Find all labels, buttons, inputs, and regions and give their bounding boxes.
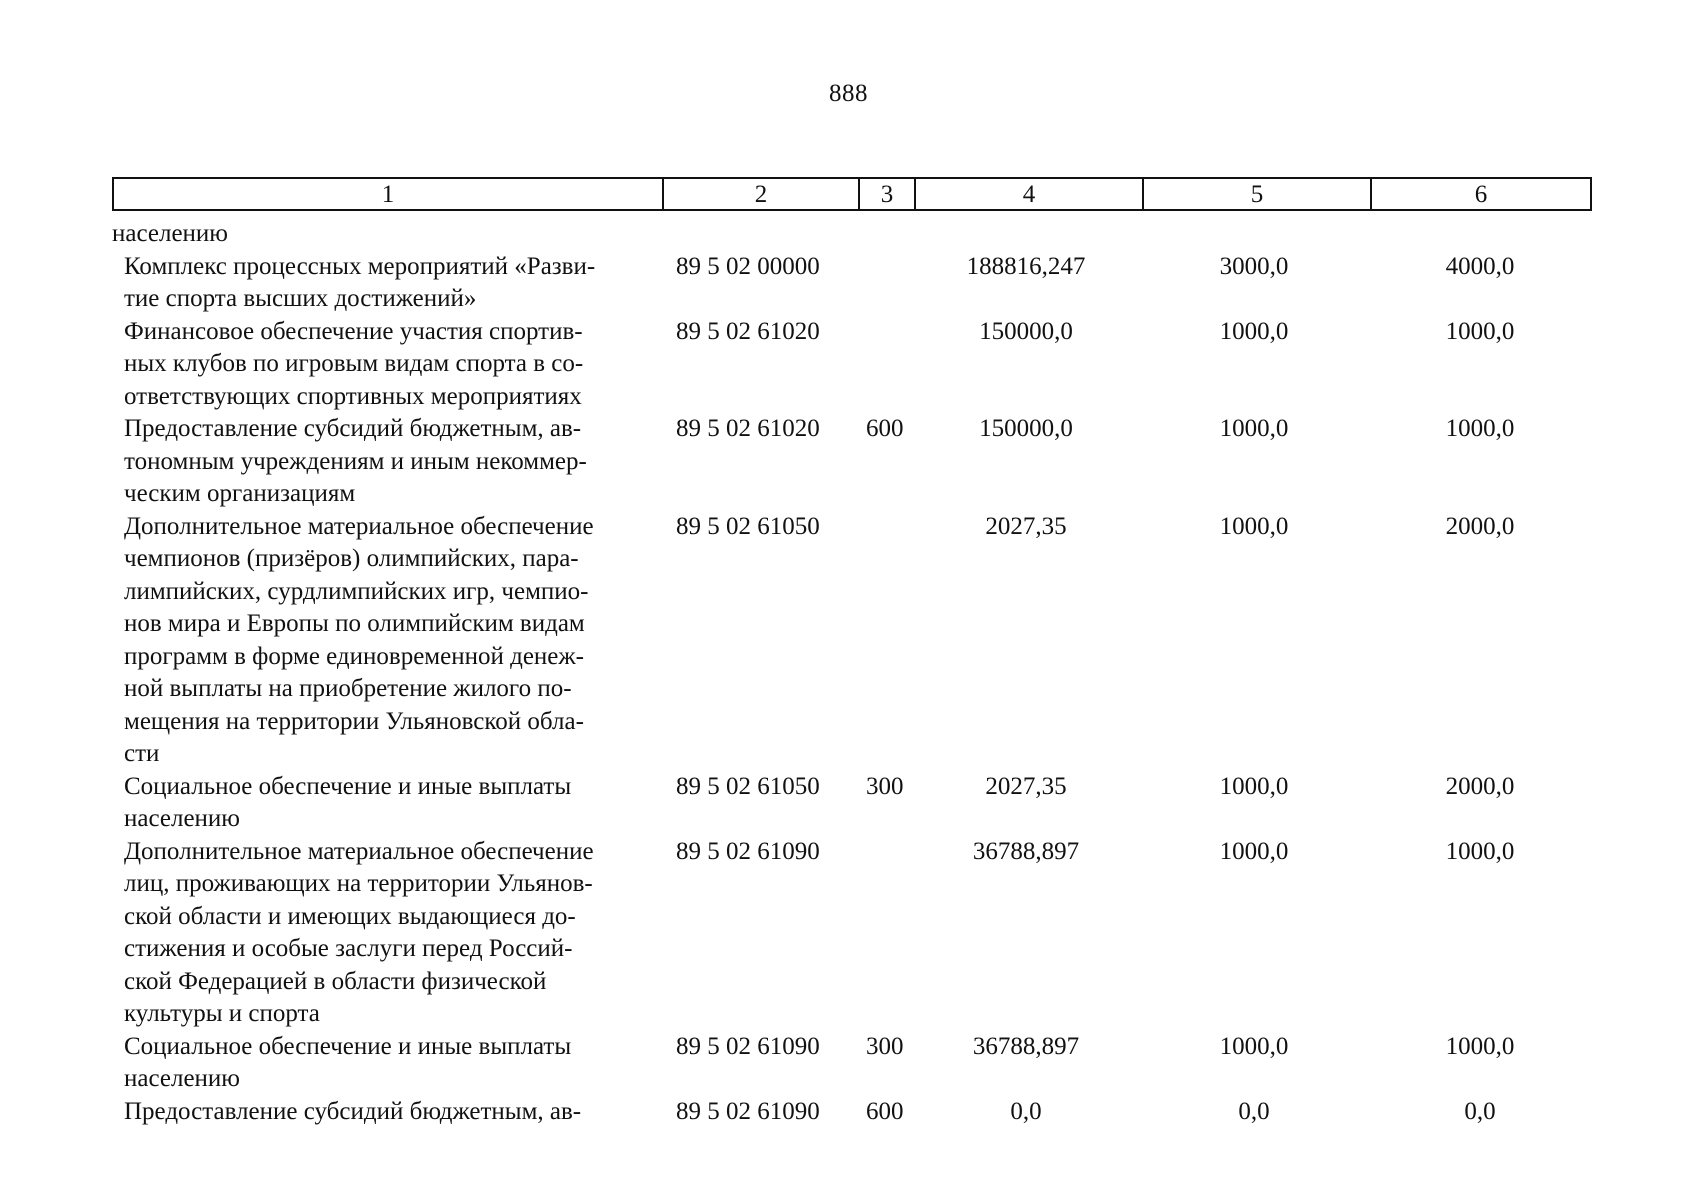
row-value-col6: 0,0 bbox=[1464, 1097, 1496, 1125]
table-header bbox=[112, 177, 1592, 211]
row-value-col5: 1000,0 bbox=[1219, 415, 1289, 442]
row-description bbox=[112, 251, 660, 316]
description-line: ной выплаты на приобретение жилого по- bbox=[124, 675, 572, 702]
header-col-5: 5 bbox=[1144, 179, 1372, 209]
header-col-4: 4 bbox=[916, 179, 1144, 209]
row-description bbox=[112, 316, 660, 414]
description-line: населению bbox=[112, 220, 228, 247]
row-description bbox=[112, 1031, 660, 1096]
description-line: Социальное обеспечение и иные выплаты bbox=[124, 772, 572, 800]
row-expense-type bbox=[856, 511, 912, 771]
row-expense-type bbox=[856, 218, 912, 251]
row-value-col4: 36788,897 bbox=[972, 837, 1080, 865]
table-row bbox=[112, 218, 1592, 251]
row-value-col4: 2027,35 bbox=[985, 772, 1067, 800]
table-row bbox=[112, 771, 1592, 836]
row-description bbox=[112, 413, 660, 511]
header-col-2: 2 bbox=[664, 179, 860, 209]
description-line: культуры и спорта bbox=[124, 1000, 320, 1027]
table-row bbox=[112, 413, 1592, 511]
row-value-col5: 1000,0 bbox=[1219, 772, 1289, 800]
description-line: Дополнительное материальное обеспечение bbox=[124, 512, 594, 540]
row-value-col4: 150000,0 bbox=[979, 415, 1073, 442]
description-line: стижения и особые заслуги перед Россий- bbox=[124, 935, 573, 962]
row-value-col4: 188816,247 bbox=[966, 252, 1086, 280]
row-description bbox=[112, 836, 660, 1031]
description-line: ской области и имеющих выдающиеся до- bbox=[124, 902, 576, 930]
description-line: Предоставление субсидий бюджетным, ав- bbox=[124, 1097, 582, 1125]
row-code: 89 5 02 00000 bbox=[676, 252, 820, 280]
description-line: ответствующих спортивных мероприятиях bbox=[124, 382, 582, 410]
row-code: 89 5 02 61020 bbox=[676, 415, 820, 442]
row-value-col6: 2000,0 bbox=[1445, 772, 1515, 800]
description-line: Дополнительное материальное обеспечение bbox=[124, 837, 594, 865]
table-row bbox=[112, 1031, 1592, 1096]
description-line: лиц, проживающих на территории Ульянов- bbox=[124, 870, 593, 897]
row-value-col5: 1000,0 bbox=[1219, 1032, 1289, 1060]
table-row bbox=[112, 511, 1592, 771]
row-value-col6: 2000,0 bbox=[1445, 512, 1515, 540]
header-col-3: 3 bbox=[860, 179, 916, 209]
description-line: населению bbox=[124, 1065, 240, 1092]
row-expense-type: 600 bbox=[866, 1097, 904, 1125]
header-col-1: 1 bbox=[114, 179, 664, 209]
description-line: Социальное обеспечение и иные выплаты bbox=[124, 1032, 572, 1060]
row-code: 89 5 02 61050 bbox=[676, 512, 820, 540]
row-value-col4: 0,0 bbox=[1010, 1097, 1042, 1125]
row-value-col6: 4000,0 bbox=[1445, 252, 1515, 280]
table-row bbox=[112, 316, 1592, 414]
table-row bbox=[112, 836, 1592, 1031]
description-line: тономным учреждениям и иным некоммер- bbox=[124, 447, 587, 475]
row-expense-type bbox=[856, 251, 912, 316]
description-line: Финансовое обеспечение участия спортив- bbox=[124, 317, 583, 345]
row-value-col5: 3000,0 bbox=[1219, 252, 1289, 280]
row-value-col5: 1000,0 bbox=[1219, 317, 1289, 345]
description-line: сти bbox=[124, 740, 160, 767]
header-col-6: 6 bbox=[1474, 181, 1488, 208]
row-description bbox=[112, 511, 660, 771]
description-line: ской Федерацией в области физической bbox=[124, 967, 547, 995]
row-code: 89 5 02 61050 bbox=[676, 772, 820, 800]
description-line: мещения на территории Ульяновской обла- bbox=[124, 707, 584, 735]
description-line: Предоставление субсидий бюджетным, ав- bbox=[124, 415, 582, 442]
row-value-col5: 0,0 bbox=[1238, 1097, 1270, 1125]
row-value-col5: 1000,0 bbox=[1219, 512, 1289, 540]
row-description bbox=[112, 1096, 660, 1129]
row-description bbox=[112, 771, 660, 836]
row-value-col5: 1000,0 bbox=[1219, 837, 1289, 865]
description-line: чемпионов (призёров) олимпийских, пара- bbox=[124, 545, 579, 572]
row-code: 89 5 02 61020 bbox=[676, 317, 820, 345]
row-code: 89 5 02 61090 bbox=[676, 1097, 820, 1125]
row-code: 89 5 02 61090 bbox=[676, 1032, 820, 1060]
description-line: населению bbox=[124, 805, 240, 832]
row-value-col6 bbox=[1368, 218, 1592, 251]
table-row bbox=[112, 251, 1592, 316]
row-description bbox=[112, 218, 660, 251]
description-line: ческим организациям bbox=[124, 480, 356, 507]
description-line: ных клубов по игровым видам спорта в со- bbox=[124, 350, 584, 377]
description-line: программ в форме единовременной денеж- bbox=[124, 642, 584, 670]
row-expense-type: 600 bbox=[866, 415, 904, 442]
description-line: нов мира и Европы по олимпийским видам bbox=[124, 610, 585, 637]
row-expense-type bbox=[856, 316, 912, 414]
table-body bbox=[112, 218, 1592, 1128]
row-value-col4 bbox=[912, 218, 1140, 251]
description-line: тие спорта высших достижений» bbox=[124, 285, 477, 312]
row-code bbox=[660, 218, 856, 251]
row-value-col6: 1000,0 bbox=[1445, 317, 1515, 345]
row-expense-type bbox=[856, 836, 912, 1031]
description-line: Комплекс процессных мероприятий «Разви- bbox=[124, 252, 596, 280]
row-expense-type: 300 bbox=[866, 772, 904, 800]
description-line: лимпийских, сурдлимпийских игр, чемпио- bbox=[124, 577, 589, 605]
row-value-col4: 36788,897 bbox=[972, 1032, 1080, 1060]
row-value-col6: 1000,0 bbox=[1445, 1032, 1515, 1060]
table-row bbox=[112, 1096, 1592, 1129]
row-value-col6: 1000,0 bbox=[1445, 837, 1515, 865]
row-value-col4: 2027,35 bbox=[985, 512, 1067, 540]
row-expense-type: 300 bbox=[866, 1032, 904, 1060]
row-code: 89 5 02 61090 bbox=[676, 837, 820, 865]
row-value-col5 bbox=[1140, 218, 1368, 251]
row-value-col6: 1000,0 bbox=[1445, 415, 1515, 442]
row-value-col4: 150000,0 bbox=[979, 317, 1073, 345]
page-number: 888 bbox=[829, 80, 868, 107]
